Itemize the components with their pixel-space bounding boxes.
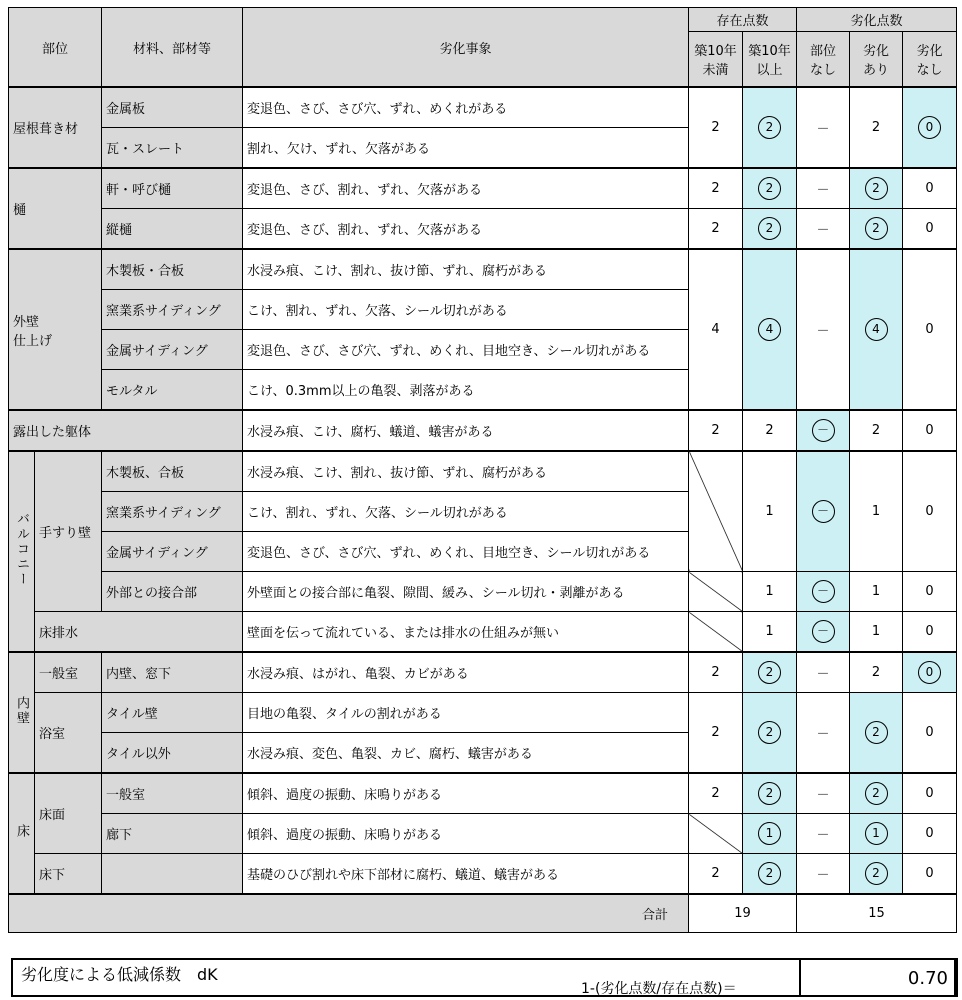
- circle-mark: 0: [918, 661, 941, 684]
- score-no-part[interactable]: [797, 572, 850, 612]
- score-over10[interactable]: [743, 209, 797, 250]
- score-no-deterioration[interactable]: 0: [903, 410, 957, 451]
- score-over10[interactable]: [743, 854, 797, 895]
- event-cell: 変退色、さび、さび穴、ずれ、めくれ、目地空き、シール切れがある: [243, 330, 689, 370]
- event-cell: 基礎のひび割れや床下部材に腐朽、蟻道、蟻害がある: [243, 854, 689, 895]
- score-over10[interactable]: 1: [743, 612, 797, 653]
- diagonal-empty-cell: [689, 572, 743, 612]
- event-cell: 変退色、さび、さび穴、ずれ、めくれ、目地空き、シール切れがある: [243, 532, 689, 572]
- score-over10[interactable]: [743, 652, 797, 693]
- score-no-deterioration[interactable]: 0: [903, 854, 957, 895]
- material-cell: タイル以外: [102, 733, 243, 774]
- event-cell: 傾斜、過度の振動、床鳴りがある: [243, 814, 689, 854]
- event-cell: 変退色、さび、割れ、ずれ、欠落がある: [243, 209, 689, 250]
- group-floor: 床: [9, 773, 35, 894]
- score-no-deterioration[interactable]: 0: [903, 693, 957, 774]
- event-cell: 目地の亀裂、タイルの割れがある: [243, 693, 689, 733]
- circle-mark: 2: [865, 862, 888, 885]
- circle-mark: 1: [758, 822, 781, 845]
- score-has-deterioration[interactable]: [850, 209, 903, 250]
- reduction-coefficient-box: [11, 958, 956, 997]
- event-cell: こけ、割れ、ずれ、欠落、シール切れがある: [243, 492, 689, 532]
- group-handrail: 手すり壁: [35, 451, 102, 612]
- header-deterioration-points: 劣化点数: [797, 8, 957, 32]
- score-no-part[interactable]: －: [797, 209, 850, 250]
- score-no-part[interactable]: [797, 410, 850, 451]
- event-cell: 水浸み痕、こけ、割れ、抜け節、ずれ、腐朽がある: [243, 451, 689, 492]
- header-under-10: 築10年 未満: [689, 32, 743, 88]
- score-no-deterioration[interactable]: 0: [903, 773, 957, 814]
- group-floor-surface: 床面: [35, 773, 102, 854]
- score-has-deterioration[interactable]: [850, 168, 903, 209]
- score-no-part[interactable]: －: [797, 773, 850, 814]
- score-under10: 2: [689, 652, 743, 693]
- material-cell: 廊下: [102, 814, 243, 854]
- score-no-part[interactable]: －: [797, 652, 850, 693]
- score-over10[interactable]: [743, 87, 797, 168]
- score-over10[interactable]: 1: [743, 451, 797, 572]
- score-over10[interactable]: 1: [743, 572, 797, 612]
- circle-mark: 0: [918, 116, 941, 139]
- circle-mark: 2: [865, 782, 888, 805]
- event-cell: 変退色、さび、さび穴、ずれ、めくれがある: [243, 87, 689, 128]
- material-cell-empty: [102, 854, 243, 895]
- score-no-part[interactable]: －: [797, 814, 850, 854]
- score-no-deterioration[interactable]: [903, 652, 957, 693]
- reduction-title: 劣化度による低減係数 dK: [21, 965, 218, 984]
- material-cell: 金属サイディング: [102, 532, 243, 572]
- event-cell: こけ、0.3mm以上の亀裂、剥落がある: [243, 370, 689, 411]
- circle-mark: 2: [758, 661, 781, 684]
- group-balcony: バルコニー: [9, 451, 35, 652]
- material-cell: 外部との接合部: [102, 572, 243, 612]
- material-cell: モルタル: [102, 370, 243, 411]
- score-has-deterioration[interactable]: [850, 854, 903, 895]
- score-no-deterioration[interactable]: 0: [903, 168, 957, 209]
- header-material: 材料、部材等: [102, 8, 243, 88]
- score-has-deterioration[interactable]: 1: [850, 572, 903, 612]
- score-no-part[interactable]: －: [797, 693, 850, 774]
- circle-mark: 4: [758, 318, 781, 341]
- event-cell: 水浸み痕、はがれ、亀裂、カビがある: [243, 652, 689, 693]
- score-over10[interactable]: 2: [743, 410, 797, 451]
- group-bathroom: 浴室: [35, 693, 102, 774]
- score-no-part[interactable]: －: [797, 87, 850, 168]
- header-part: 部位: [9, 8, 102, 88]
- score-under10: 2: [689, 854, 743, 895]
- material-cell: 窯業系サイディング: [102, 290, 243, 330]
- total-label: 合計: [9, 894, 689, 933]
- group-floor-drain: 床排水: [35, 612, 243, 653]
- score-under10: 2: [689, 168, 743, 209]
- event-cell: 壁面を伝って流れている、または排水の仕組みが無い: [243, 612, 689, 653]
- header-over-10: 築10年 以上: [743, 32, 797, 88]
- score-has-deterioration[interactable]: [850, 693, 903, 774]
- score-has-deterioration[interactable]: 1: [850, 451, 903, 572]
- header-existing-points: 存在点数: [689, 8, 797, 32]
- score-over10[interactable]: [743, 168, 797, 209]
- group-gutter: 樋: [9, 168, 102, 249]
- diagonal-empty-cell: [689, 814, 743, 854]
- group-underfloor: 床下: [35, 854, 102, 895]
- material-cell: 金属サイディング: [102, 330, 243, 370]
- score-no-deterioration[interactable]: 0: [903, 612, 957, 653]
- score-no-deterioration[interactable]: 0: [903, 209, 957, 250]
- score-no-deterioration[interactable]: [903, 87, 957, 168]
- score-under10: 4: [689, 249, 743, 410]
- material-cell: 木製板、合板: [102, 451, 243, 492]
- score-under10: 2: [689, 209, 743, 250]
- score-over10[interactable]: [743, 773, 797, 814]
- circle-mark: 4: [865, 318, 888, 341]
- reduction-value-box: [799, 958, 958, 997]
- total-deterioration-points: 15: [797, 894, 957, 933]
- score-under10: 2: [689, 410, 743, 451]
- circle-mark: 2: [758, 721, 781, 744]
- material-cell: 軒・呼び樋: [102, 168, 243, 209]
- deterioration-table: [8, 7, 957, 933]
- header-no-deterioration: 劣化 なし: [903, 32, 957, 88]
- group-general-room: 一般室: [35, 652, 102, 693]
- score-under10: 2: [689, 87, 743, 168]
- score-no-deterioration[interactable]: 0: [903, 451, 957, 572]
- group-outer-wall: 外壁 仕上げ: [9, 249, 102, 410]
- circle-mark: 2: [758, 862, 781, 885]
- material-cell: 金属板: [102, 87, 243, 128]
- event-cell: 外壁面との接合部に亀裂、隙間、緩み、シール切れ・剥離がある: [243, 572, 689, 612]
- circle-mark: 2: [758, 217, 781, 240]
- score-no-part[interactable]: [797, 451, 850, 572]
- score-has-deterioration[interactable]: [850, 814, 903, 854]
- score-no-deterioration[interactable]: 0: [903, 249, 957, 410]
- score-over10[interactable]: [743, 693, 797, 774]
- material-cell: タイル壁: [102, 693, 243, 733]
- score-under10: 2: [689, 693, 743, 774]
- score-has-deterioration[interactable]: 2: [850, 410, 903, 451]
- circle-mark: －: [812, 620, 835, 643]
- score-no-deterioration[interactable]: 0: [903, 572, 957, 612]
- reduction-value: 0.70: [907, 968, 948, 989]
- score-no-part[interactable]: －: [797, 168, 850, 209]
- score-has-deterioration[interactable]: 2: [850, 87, 903, 168]
- circle-mark: 1: [865, 822, 888, 845]
- score-has-deterioration[interactable]: 1: [850, 612, 903, 653]
- event-cell: 変退色、さび、割れ、ずれ、欠落がある: [243, 168, 689, 209]
- material-cell: 内壁、窓下: [102, 652, 243, 693]
- score-no-deterioration[interactable]: 0: [903, 814, 957, 854]
- circle-mark: 2: [758, 116, 781, 139]
- circle-mark: －: [812, 500, 835, 523]
- material-cell: 木製板・合板: [102, 249, 243, 290]
- header-event: 劣化事象: [243, 8, 689, 88]
- circle-mark: 2: [758, 177, 781, 200]
- score-over10[interactable]: [743, 814, 797, 854]
- group-interior-wall: 内壁: [9, 652, 35, 773]
- group-roof: 屋根葺き材: [9, 87, 102, 168]
- diagonal-empty-cell: [689, 451, 743, 572]
- reduction-formula: 1-(劣化点数/存在点数)＝: [581, 981, 737, 997]
- circle-mark: 2: [865, 177, 888, 200]
- score-under10: 2: [689, 773, 743, 814]
- event-cell: 水浸み痕、こけ、腐朽、蟻道、蟻害がある: [243, 410, 689, 451]
- event-cell: 水浸み痕、こけ、割れ、抜け節、ずれ、腐朽がある: [243, 249, 689, 290]
- score-no-part[interactable]: [797, 612, 850, 653]
- event-cell: 割れ、欠け、ずれ、欠落がある: [243, 128, 689, 169]
- material-cell: 瓦・スレート: [102, 128, 243, 169]
- score-over10[interactable]: [743, 249, 797, 410]
- event-cell: 水浸み痕、変色、亀裂、カビ、腐朽、蟻害がある: [243, 733, 689, 774]
- circle-mark: －: [812, 419, 835, 442]
- diagonal-empty-cell: [689, 612, 743, 653]
- total-existing-points: 19: [689, 894, 797, 933]
- circle-mark: －: [812, 580, 835, 603]
- material-cell: 窯業系サイディング: [102, 492, 243, 532]
- header-no-part: 部位 なし: [797, 32, 850, 88]
- event-cell: こけ、割れ、ずれ、欠落、シール切れがある: [243, 290, 689, 330]
- circle-mark: 2: [758, 782, 781, 805]
- circle-mark: 2: [865, 217, 888, 240]
- circle-mark: 2: [865, 721, 888, 744]
- score-no-part[interactable]: －: [797, 249, 850, 410]
- material-cell: 縦樋: [102, 209, 243, 250]
- score-no-part[interactable]: －: [797, 854, 850, 895]
- event-cell: 傾斜、過度の振動、床鳴りがある: [243, 773, 689, 814]
- score-has-deterioration[interactable]: [850, 773, 903, 814]
- material-cell: 一般室: [102, 773, 243, 814]
- score-has-deterioration[interactable]: 2: [850, 652, 903, 693]
- score-has-deterioration[interactable]: [850, 249, 903, 410]
- header-has-deterioration: 劣化 あり: [850, 32, 903, 88]
- group-exposed-frame: 露出した躯体: [9, 410, 243, 451]
